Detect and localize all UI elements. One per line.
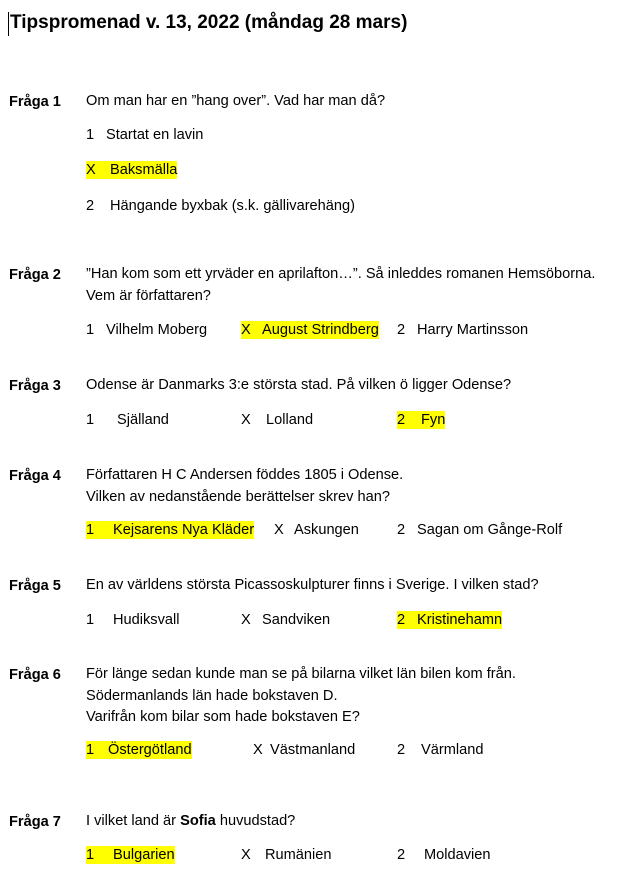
answer-text: Harry Martinsson xyxy=(417,322,529,338)
question-text-line: För länge sedan kunde man se på bilarna vilket län bilen kom från. xyxy=(86,666,516,682)
answer-2-1 xyxy=(86,320,207,340)
question-text-line: En av världens största Picassoskulpturer finns i Sverige. I vilken stad? xyxy=(86,577,539,593)
answer-text: Kristinehamn xyxy=(417,612,503,628)
question-text-line: Vilken av nedanstående berättelser skrev han? xyxy=(86,488,390,505)
answer-text: Västmanland xyxy=(270,742,356,758)
answer-6-1 xyxy=(86,740,192,760)
question-text-line: ”Han kom som ett yrväder en aprilafton…”. Så inleddes romanen Hemsöborna. xyxy=(86,266,596,282)
question-label-6: Fråga 6 xyxy=(9,667,61,683)
question-text-4 xyxy=(86,465,403,508)
answer-1-1 xyxy=(86,125,203,145)
question-text-7 xyxy=(86,811,295,833)
question-label-3: Fråga 3 xyxy=(9,378,61,394)
answer-text: Fyn xyxy=(421,412,446,428)
answer-mark: 1 xyxy=(86,127,95,143)
question-text-6 xyxy=(86,664,516,729)
answer-7-1 xyxy=(86,845,175,865)
answer-text: Sandviken xyxy=(262,612,331,628)
answer-5-X xyxy=(241,610,330,630)
answer-mark: 2 xyxy=(397,322,406,338)
answer-4-1 xyxy=(86,520,254,540)
question-text-line: Om man har en ”hang over”. Vad har man då? xyxy=(86,93,386,109)
answer-2-X xyxy=(241,320,379,340)
answer-mark: 1 xyxy=(86,322,95,338)
question-text-2 xyxy=(86,264,595,307)
question-label-4: Fråga 4 xyxy=(9,468,61,484)
answer-7-2 xyxy=(397,845,491,865)
answer-text: Sagan om Gånge-Rolf xyxy=(417,522,563,538)
answer-5-2 xyxy=(397,610,502,630)
question-text-part: I vilket land är xyxy=(86,813,181,829)
answer-text: Östergötland xyxy=(108,742,192,758)
answer-text: Kejsarens Nya Kläder xyxy=(113,522,255,538)
answer-text: Vilhelm Moberg xyxy=(106,322,208,338)
answer-mark: X xyxy=(274,522,284,538)
answer-mark: 1 xyxy=(86,522,95,538)
question-label-2: Fråga 2 xyxy=(9,267,61,283)
answer-mark: X xyxy=(241,612,251,628)
answer-3-2 xyxy=(397,410,445,430)
question-text-3 xyxy=(86,375,511,397)
text-cursor xyxy=(8,12,9,36)
answer-3-X xyxy=(241,410,313,430)
question-label-5: Fråga 5 xyxy=(9,578,61,594)
answer-text: Rumänien xyxy=(265,847,332,863)
answer-7-X xyxy=(241,845,332,865)
answer-6-2 xyxy=(397,740,483,760)
answer-1-2 xyxy=(86,196,355,216)
answer-text: Lolland xyxy=(266,412,314,428)
answer-3-1 xyxy=(86,410,169,430)
answer-text: Startat en lavin xyxy=(106,127,204,143)
answer-mark: 1 xyxy=(86,742,95,758)
question-text-line: Författaren H C Andersen föddes 1805 i Odense. xyxy=(86,467,404,483)
answer-text: Baksmälla xyxy=(110,162,178,178)
answer-text: Hängande byxbak (s.k. gällivarehäng) xyxy=(110,198,355,214)
answer-text: Moldavien xyxy=(424,847,491,863)
answer-2-2 xyxy=(397,320,528,340)
answer-text: Värmland xyxy=(421,742,484,758)
answer-mark: 1 xyxy=(86,612,95,628)
answer-mark: 2 xyxy=(397,847,406,863)
answer-mark: X xyxy=(253,742,263,758)
answer-1-X xyxy=(86,160,177,180)
question-text-1 xyxy=(86,91,385,113)
answer-mark: X xyxy=(86,162,96,178)
answer-text: Hudiksvall xyxy=(113,612,180,628)
answer-mark: 2 xyxy=(86,198,95,214)
question-text-5 xyxy=(86,575,539,597)
question-text-line: Södermanlands län hade bokstaven D. xyxy=(86,687,338,704)
answer-mark: 1 xyxy=(86,847,95,863)
answer-mark: 2 xyxy=(397,412,406,428)
answer-4-2 xyxy=(397,520,562,540)
answer-4-X xyxy=(274,520,359,540)
question-text-bold: Sofia xyxy=(180,813,216,829)
question-text-line: Odense är Danmarks 3:e största stad. På vilken ö ligger Odense? xyxy=(86,377,512,393)
answer-mark: 2 xyxy=(397,742,406,758)
page-title: Tipspromenad v. 13, 2022 (måndag 28 mars) xyxy=(10,12,408,33)
question-label-1: Fråga 1 xyxy=(9,94,61,110)
answer-mark: X xyxy=(241,322,251,338)
answer-6-X xyxy=(253,740,355,760)
answer-mark: 2 xyxy=(397,612,406,628)
answer-mark: X xyxy=(241,412,251,428)
question-label-7: Fråga 7 xyxy=(9,814,61,830)
question-text-line: Vem är författaren? xyxy=(86,287,211,304)
answer-mark: X xyxy=(241,847,251,863)
question-text-part: huvudstad? xyxy=(215,813,296,829)
answer-text: August Strindberg xyxy=(262,322,379,338)
answer-text: Bulgarien xyxy=(113,847,175,863)
answer-text: Askungen xyxy=(294,522,359,538)
question-text-line: Varifrån kom bilar som hade bokstaven E? xyxy=(86,709,360,725)
answer-text: Själland xyxy=(117,412,169,428)
answer-5-1 xyxy=(86,610,180,630)
answer-mark: 1 xyxy=(86,412,95,428)
answer-mark: 2 xyxy=(397,522,406,538)
